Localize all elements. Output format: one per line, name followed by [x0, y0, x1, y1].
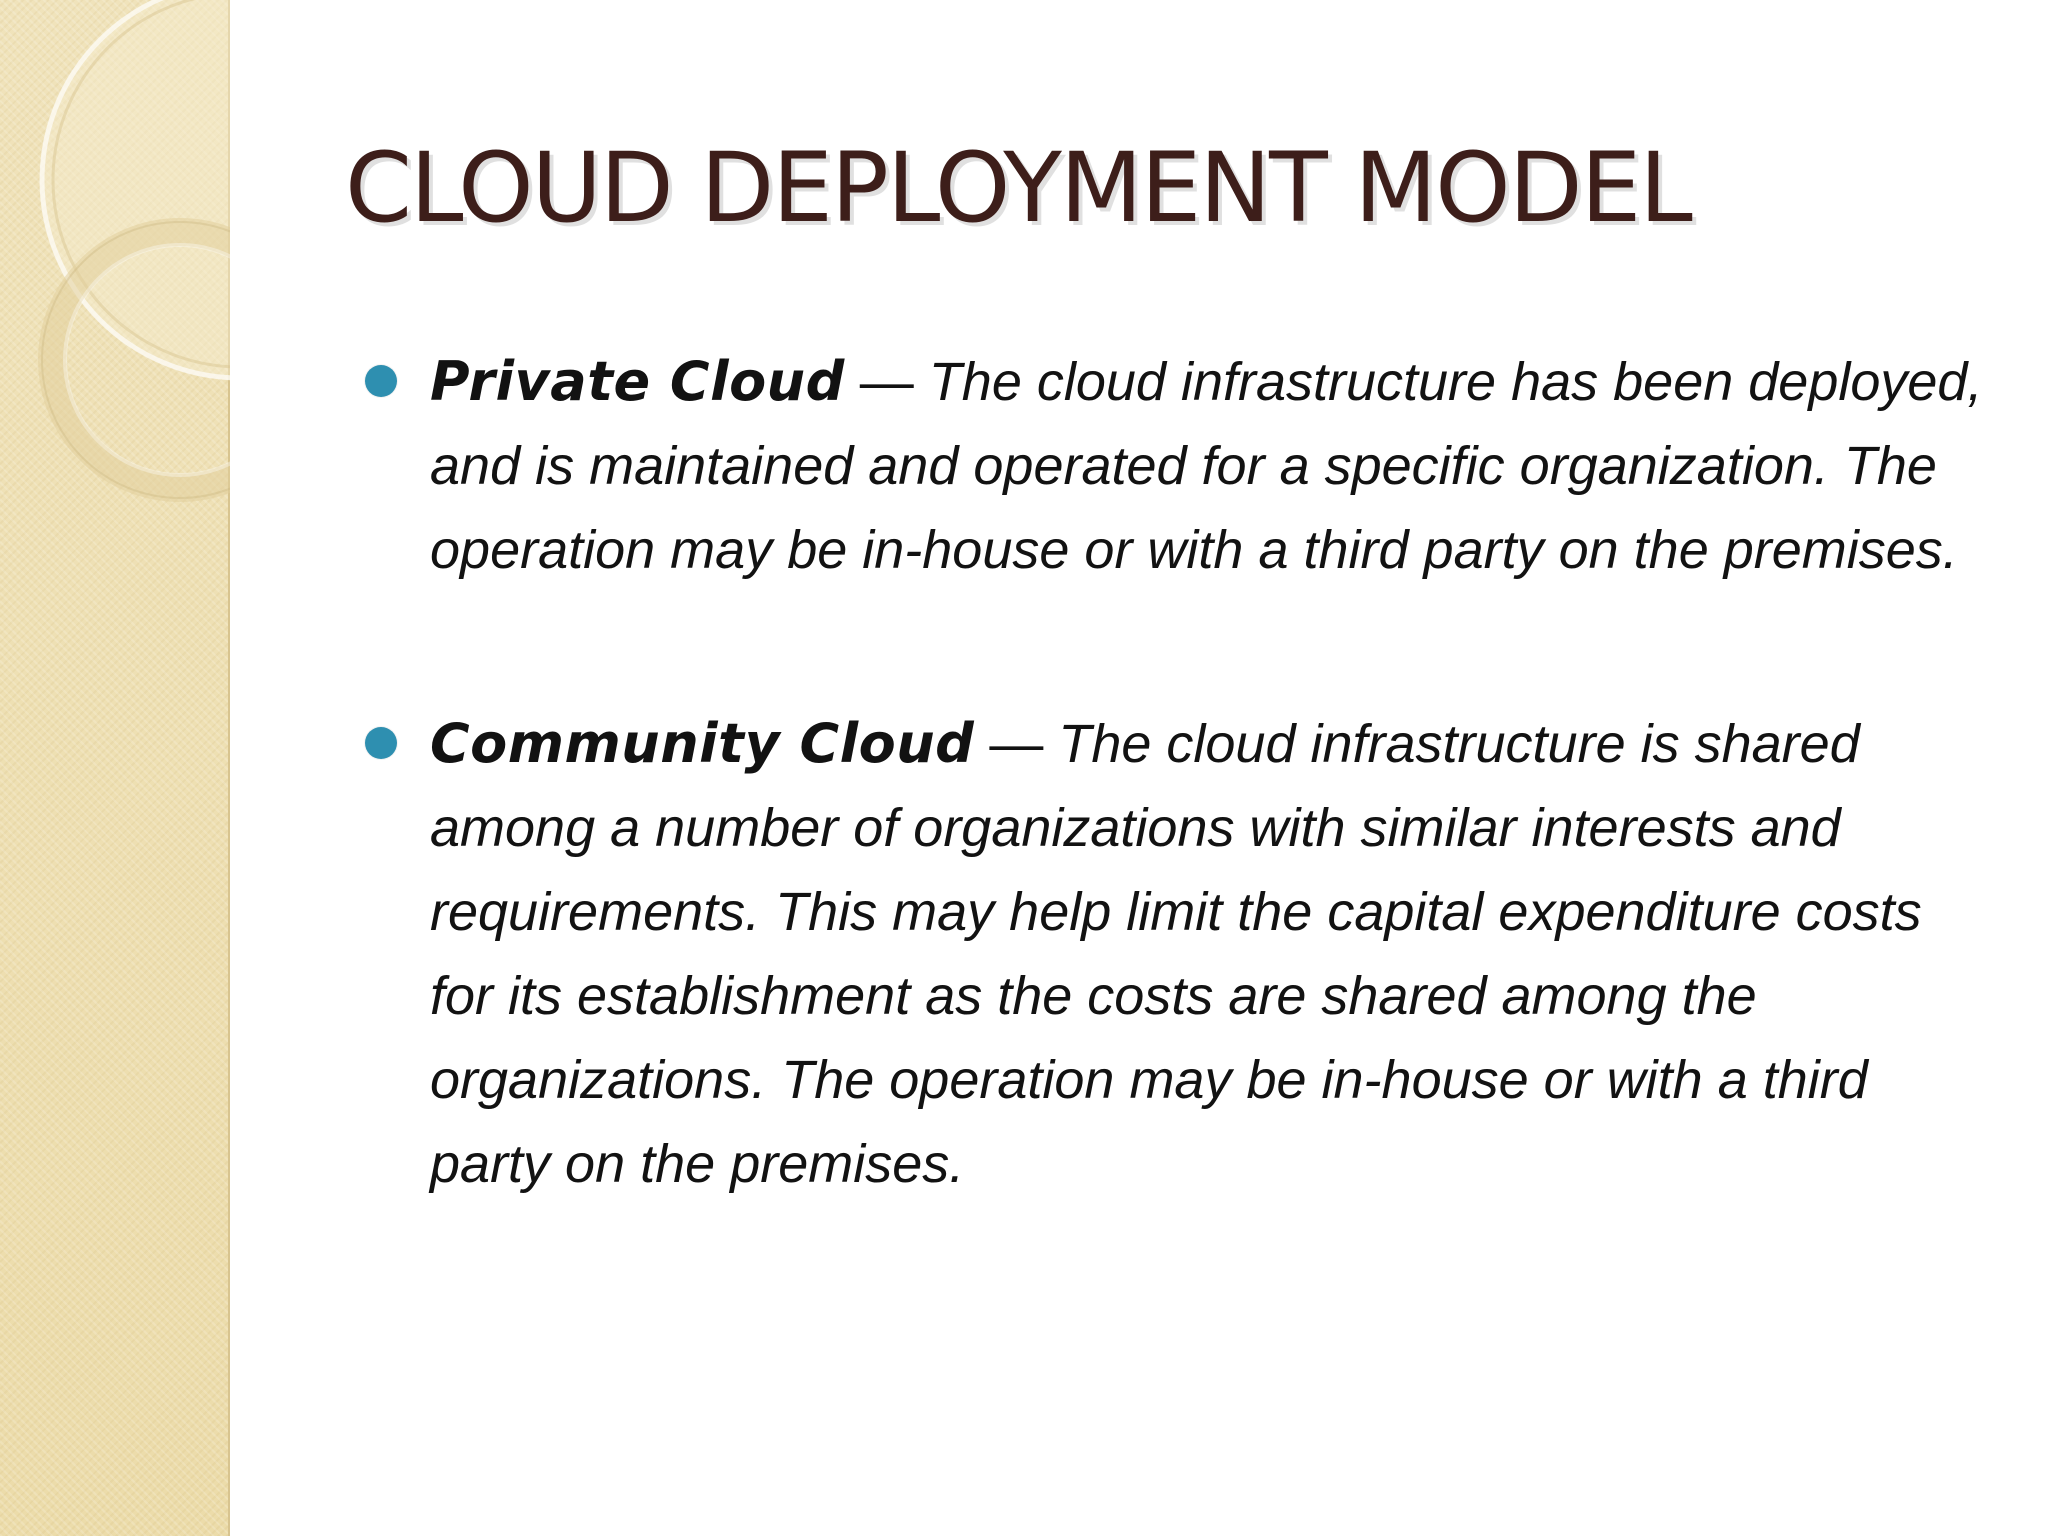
bullet-dot-icon: [365, 365, 397, 397]
bullet-term: Community Cloud: [430, 712, 975, 775]
bullet-community-cloud: [355, 702, 1995, 1206]
slide-title: CLOUD DEPLOYMENT MODEL: [345, 132, 1691, 244]
bullet-term: Private Cloud: [430, 350, 845, 413]
em-dash: —: [989, 714, 1044, 774]
bullet-dot-icon: [365, 727, 397, 759]
em-dash: —: [859, 352, 914, 412]
bullet-description: The cloud infrastructure has been deployed, and is maintained and operated for a specific organization. The operation may be in-house or with a third party on the premises.: [430, 352, 1983, 580]
decorative-circles-icon: [0, 0, 230, 520]
bullet-private-cloud: [355, 340, 1995, 592]
bullet-description: The cloud infrastructure is shared among a number of organizations with similar interests and requirements. This may help limit the capital expenditure costs for its establishment as the costs are shared among the organizations. The operation may be in-house or with a third party on the premises.: [430, 714, 1922, 1194]
decorative-side-band: [0, 0, 230, 1536]
bullet-list: [355, 340, 1995, 1206]
